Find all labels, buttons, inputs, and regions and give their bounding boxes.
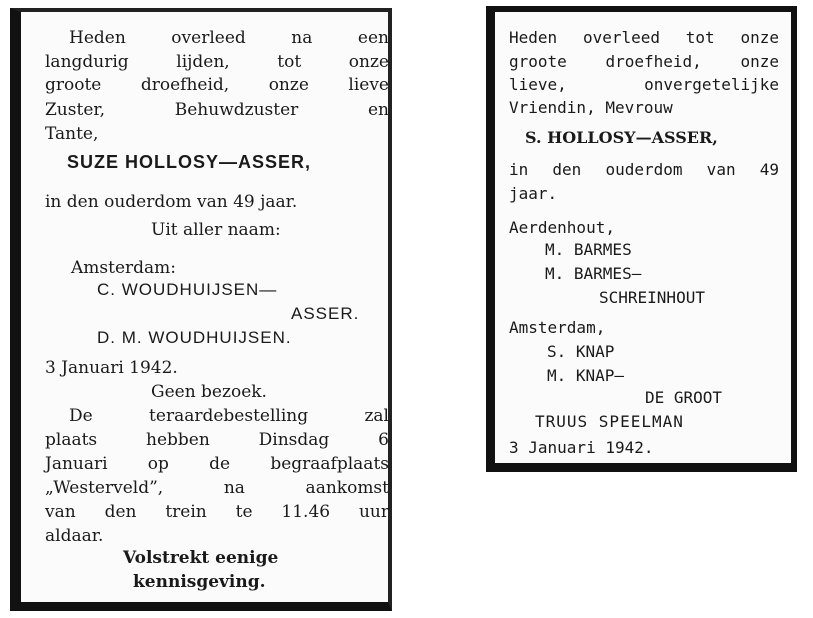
left-line: in den ouderdom van 49 jaar. <box>45 192 298 212</box>
left-line: van den trein te 11.46 uur <box>45 502 389 522</box>
family-member: ASSER. <box>291 304 360 323</box>
family-member: M. KNAP— <box>547 366 625 385</box>
left-line: plaats hebben Dinsdag 6 <box>45 430 389 450</box>
left-line: Tante, <box>45 124 99 144</box>
family-member: SCHREINHOUT <box>599 288 705 307</box>
right-line: Heden overleed tot onze <box>509 28 779 47</box>
deceased-name: S. HOLLOSY—ASSER, <box>525 128 718 147</box>
left-line: kennisgeving. <box>133 572 266 592</box>
left-line: Amsterdam: <box>71 258 177 278</box>
left-line: Uit aller naam: <box>151 220 281 240</box>
family-member: M. BARMES <box>545 240 632 259</box>
family-member: D. M. WOUDHUIJSEN. <box>97 328 292 347</box>
right-line: Amsterdam, <box>509 318 606 337</box>
left-line: Heden overleed na een <box>69 28 389 48</box>
left-line: groote droefheid, onze lieve <box>45 75 389 95</box>
family-member: DE GROOT <box>645 388 723 407</box>
family-member: TRUUS SPEELMAN <box>535 412 684 431</box>
left-line: langdurig lijden, tot onze <box>45 52 389 72</box>
notice-date: 3 Januari 1942. <box>45 358 178 378</box>
right-death-notice <box>486 6 797 472</box>
right-line: groote droefheid, onze <box>509 52 779 71</box>
right-line: jaar. <box>509 184 558 203</box>
family-member: S. KNAP <box>547 342 615 361</box>
left-line: Zuster, Behuwdzuster en <box>45 100 389 120</box>
left-line: „Westerveld”, na aankomst <box>45 478 389 498</box>
right-line: in den ouderdom van 49 <box>509 160 779 179</box>
right-line: Aerdenhout, <box>509 218 615 237</box>
notice-date: 3 Januari 1942. <box>509 438 654 457</box>
family-member: C. WOUDHUIJSEN— <box>97 280 278 299</box>
family-member: M. BARMES— <box>545 264 642 283</box>
right-line: lieve, onvergetelijke <box>509 75 779 94</box>
right-line: Vriendin, Mevrouw <box>509 98 673 117</box>
deceased-name: SUZE HOLLOSY—ASSER, <box>67 152 312 172</box>
left-line: Januari op de begraafplaats <box>45 454 389 474</box>
left-line: Geen bezoek. <box>151 382 267 402</box>
left-death-notice <box>10 8 392 611</box>
left-line: aldaar. <box>45 526 104 546</box>
left-line: Volstrekt eenige <box>123 548 279 568</box>
left-line: De teraardebestelling zal <box>69 406 389 426</box>
